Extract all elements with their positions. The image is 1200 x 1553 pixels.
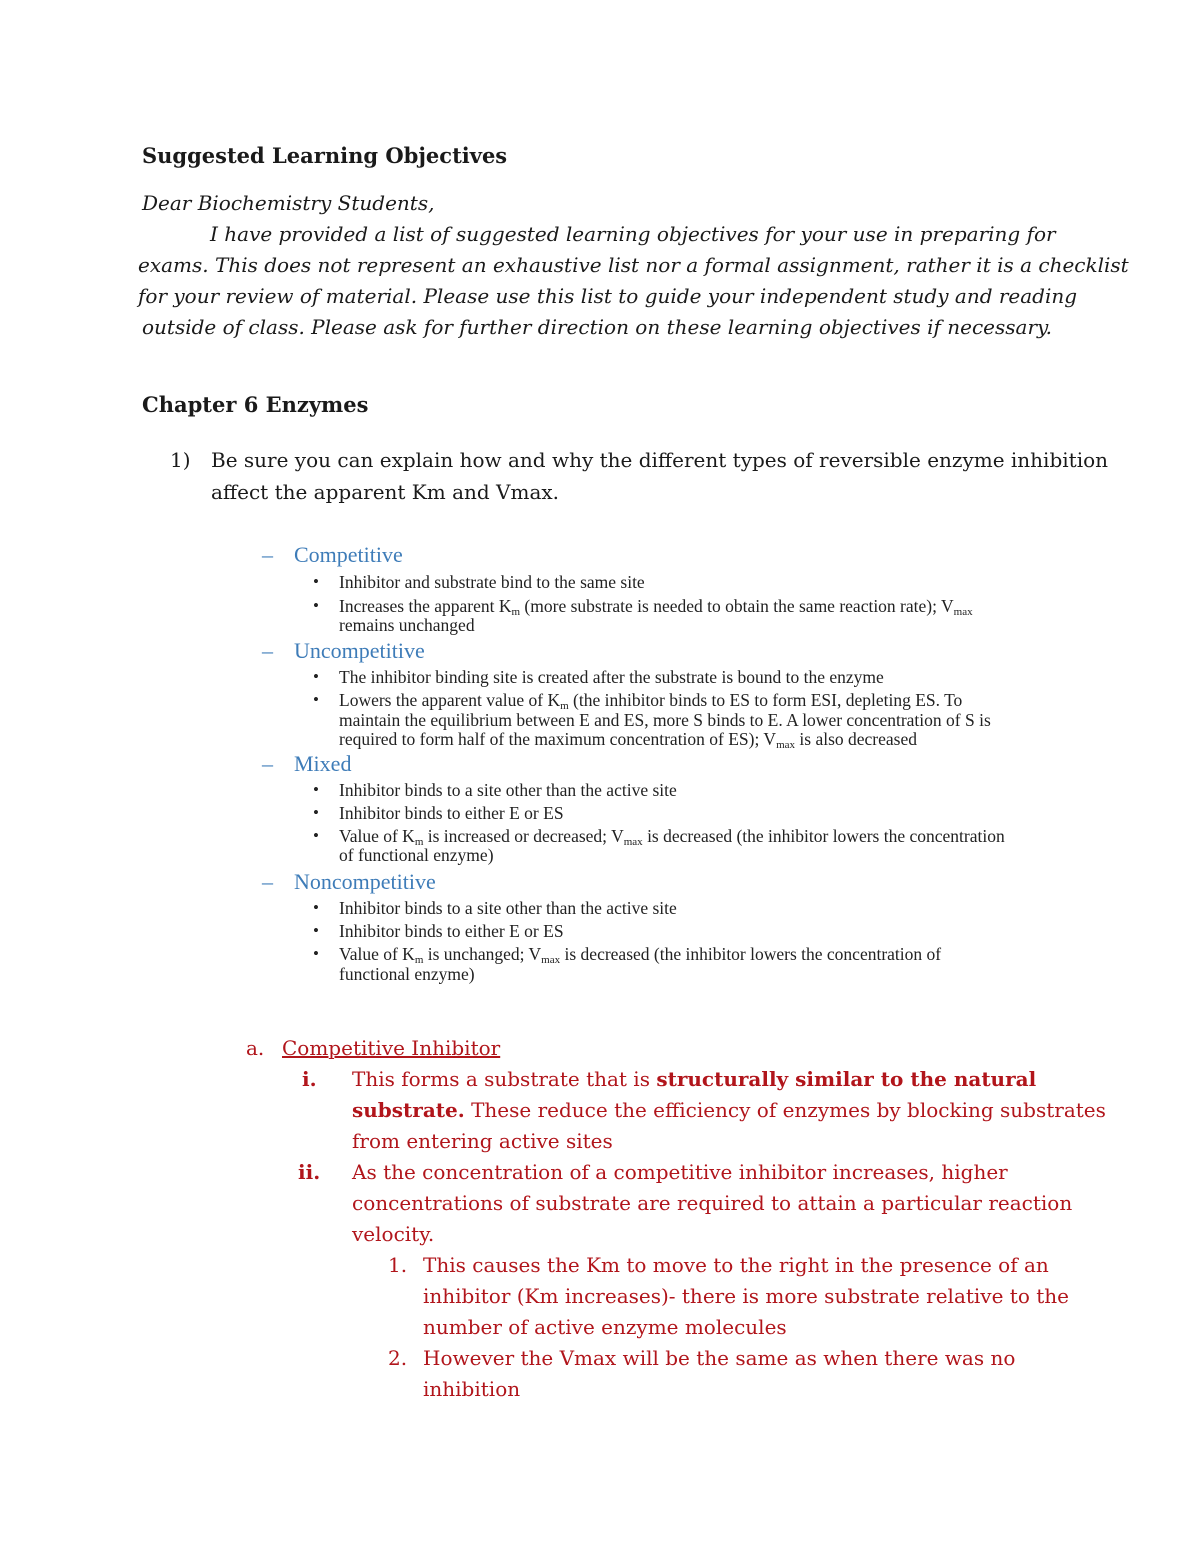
list-marker: 2. [388,1346,408,1370]
bullet-marker: • [313,572,319,591]
list-item-line: However the Vmax will be the same as when there was no [423,1346,1016,1370]
page-title: Suggested Learning Objectives [142,143,508,168]
figure-heading-competitive: Competitive [294,542,403,567]
list-marker: 1. [388,1253,408,1277]
letter-line: I have provided a list of suggested learning objectives for your use in preparing for [210,222,1056,246]
figure-bullet: Value of $K_m$ is increased or decreased; $V_{max}$ is decreased (the inhibitor lowers the concentration [339,826,1005,848]
figure-bullet: Inhibitor binds to either E or ES [339,921,564,941]
objective-number: 1) [170,448,191,472]
letter-line: for your review of material. Please use this list to guide your independent study and reading [138,284,1078,308]
letter-line: outside of class. Please ask for further direction on these learning objectives if necessary. [142,315,1053,339]
dash-marker: – [262,542,273,567]
list-item-line: substrate. These reduce the efficiency of enzymes by blocking substrates [352,1098,1106,1122]
figure-heading-mixed: Mixed [294,751,352,776]
figure-bullet: Lowers the apparent value of $K_m$ (the inhibitor binds to ES to form ESI, depleting ES. To [339,690,963,712]
bullet-marker: • [313,667,319,686]
bullet-marker: • [313,803,319,822]
chapter-heading: Chapter 6 Enzymes [142,392,369,417]
figure-bullet: Inhibitor binds to either E or ES [339,803,564,823]
figure-bullet: Inhibitor binds to a site other than the active site [339,780,677,800]
bullet-marker: • [313,826,319,845]
bullet-marker: • [313,921,319,940]
section-heading-competitive-inhibitor: Competitive Inhibitor [282,1036,501,1060]
list-item-line: inhibition [423,1377,521,1401]
figure-bullet-cont: remains unchanged [339,615,475,635]
figure-bullet: Value of $K_m$ is unchanged; $V_{max}$ is decreased (the inhibitor lowers the concentration of [339,944,942,966]
letter-greeting: Dear Biochemistry Students, [142,191,435,215]
list-item-line: from entering active sites [352,1129,613,1153]
bullet-marker: • [313,596,319,615]
figure-bullet-cont: functional enzyme) [339,964,475,984]
list-item-line: This forms a substrate that is structurally similar to the natural [352,1067,1037,1091]
bullet-marker: • [313,944,319,963]
list-marker: i. [302,1067,317,1091]
bullet-marker: • [313,898,319,917]
list-item-line: This causes the Km to move to the right in the presence of an [423,1253,1049,1277]
list-item-line: velocity. [352,1222,435,1246]
figure-bullet-cont: of functional enzyme) [339,845,494,865]
list-marker: ii. [298,1160,321,1184]
bullet-marker: • [313,690,319,709]
list-item-line: number of active enzyme molecules [423,1315,787,1339]
bullet-marker: • [313,780,319,799]
list-item-line: As the concentration of a competitive inhibitor increases, higher [352,1160,1008,1184]
figure-heading-noncompetitive: Noncompetitive [294,869,436,894]
figure-heading-uncompetitive: Uncompetitive [294,638,425,663]
dash-marker: – [262,638,273,663]
objective-line: Be sure you can explain how and why the different types of reversible enzyme inhibition [211,448,1109,472]
dash-marker: – [262,751,273,776]
list-item-line: concentrations of substrate are required to attain a particular reaction [352,1191,1073,1215]
figure-bullet-cont: required to form half of the maximum concentration of ES); $V_{max}$ is also decreased [339,729,917,751]
figure-bullet: Inhibitor binds to a site other than the active site [339,898,677,918]
figure-bullet-cont: maintain the equilibrium between E and ES, more S binds to E. A lower concentration of S is [339,710,991,730]
list-marker: a. [246,1036,265,1060]
objective-line: affect the apparent Km and Vmax. [211,480,559,504]
dash-marker: – [262,869,273,894]
figure-bullet: The inhibitor binding site is created after the substrate is bound to the enzyme [339,667,884,687]
figure-bullet: Inhibitor and substrate bind to the same site [339,572,645,592]
letter-line: exams. This does not represent an exhaustive list nor a formal assignment, rather it is a checklist [138,253,1129,277]
figure-bullet: Increases the apparent $K_m$ (more substrate is needed to obtain the same reaction rate); $V_{max}$ [339,596,973,618]
list-item-line: inhibitor (Km increases)- there is more substrate relative to the [423,1284,1069,1308]
